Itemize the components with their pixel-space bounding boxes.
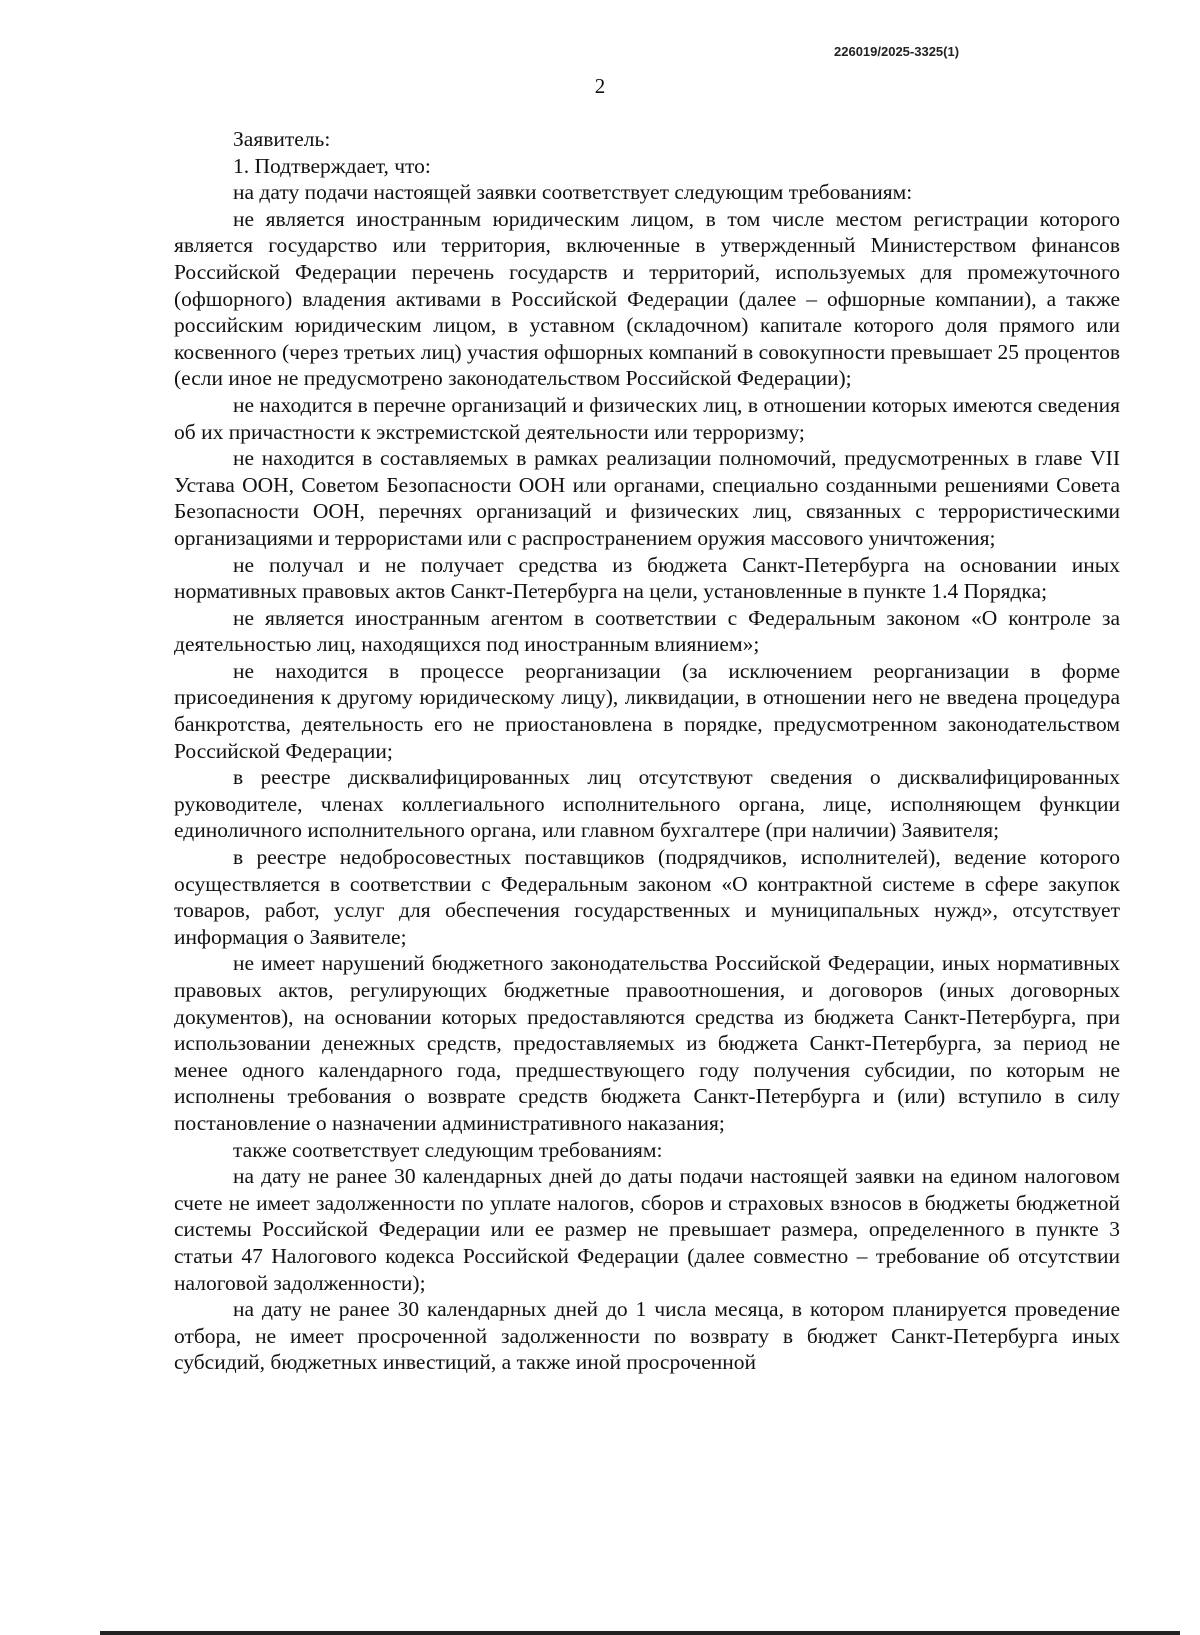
paragraph: не находится в процессе реорганизации (за исключением реорганизации в форме присоединения к другому юридическому лицу), ликвидации, в отношении него не введена процедура банкротства, деятельность его не приостановлена в порядке, предусмотренном законодательством Российской Федерации; [174,658,1120,763]
paragraph: не имеет нарушений бюджетного законодательства Российской Федерации, иных нормативных правовых актов, регулирующих бюджетные правоотношения, и договоров (иных договорных документов), на основании которых предоставляются средства из бюджета Санкт-Петербурга, при использовании денежных средств, предоставляемых из бюджета Санкт-Петербурга, за период не менее одного календарного года, предшествующего году получения субсидии, по которым не исполнены требования о возврате средств бюджета Санкт-Петербурга и (или) вступило в силу постановление о назначении административного наказания; [174,951,1120,1135]
paragraph: не находится в составляемых в рамках реализации полномочий, предусмотренных в главе VII Устава ООН, Советом Безопасности ООН или органами, специально созданными решениями Совета Безопасности ООН, перечнях организаций и физических лиц, связанных с террористическими организациями и террористами или с распространением оружия массового уничтожения; [174,446,1120,550]
page-number: 2 [594,74,606,98]
paragraph: в реестре недобросовестных поставщиков (подрядчиков, исполнителей), ведение которого осуществляется в соответствии с Федеральным законом «О контрактной системе в сфере закупок товаров, работ, услуг для обеспечения государственных и муниципальных нужд», отсутствует информация о Заявителе; [174,845,1120,949]
paragraph: в реестре дисквалифицированных лиц отсутствуют сведения о дисквалифицированных руководителе, членах коллегиального исполнительного органа, лице, исполняющем функции единоличного исполнительного органа, или главном бухгалтере (при наличии) Заявителя; [174,765,1120,843]
section-1-heading: 1. Подтверждает, что: [233,153,431,178]
paragraph: не получал и не получает средства из бюджета Санкт-Петербурга на основании иных нормативных правовых актов Санкт-Петербурга на цели, установленные в пункте 1.4 Порядка; [174,552,1120,604]
document-body [174,126,1120,1376]
paragraph: не является иностранным агентом в соответствии с Федеральным законом «О контроле за деятельностью лиц, находящихся под иностранным влиянием»; [174,605,1120,657]
paragraph: не находится в перечне организаций и физических лиц, в отношении которых имеются сведения об их причастности к экстремистской деятельности или терроризму; [174,392,1120,444]
requirements-intro: на дату подачи настоящей заявки соответствует следующим требованиям: [233,180,913,205]
document-number: 226019/2025-3325(1) [834,44,960,59]
paragraph: не является иностранным юридическим лицом, в том числе местом регистрации которого является государство или территория, включенные в утвержденный Министерством финансов Российской Федерации перечень государств и территорий, используемых для промежуточного (офшорного) владения активами в Российской Федерации (далее – офшорные компании), а также российским юридическим лицом, в уставном (складочном) капитале которого доля прямого или косвенного (через третьих лиц) участия офшорных компаний в совокупности превышает 25 процентов (если иное не предусмотрено законодательством Российской Федерации); [174,206,1120,391]
paragraph: на дату не ранее 30 календарных дней до 1 числа месяца, в котором планируется проведение отбора, не имеет просроченной задолженности по возврату в бюджет Санкт-Петербурга иных субсидий, бюджетных инвестиций, а также иной просроченной [174,1297,1120,1375]
additional-requirements-intro: также соответствует следующим требованиям: [233,1137,663,1162]
paragraph: на дату не ранее 30 календарных дней до даты подачи настоящей заявки на едином налоговом счете не имеет задолженности по уплате налогов, сборов и страховых взносов в бюджеты бюджетной системы Российской Федерации или ее размер не превышает размера, определенного в пункте 3 статьи 47 Налогового кодекса Российской Федерации (далее совместно – требование об отсутствии налоговой задолженности); [174,1164,1120,1295]
applicant-heading: Заявитель: [233,127,331,151]
scan-edge-line [100,1631,1180,1635]
